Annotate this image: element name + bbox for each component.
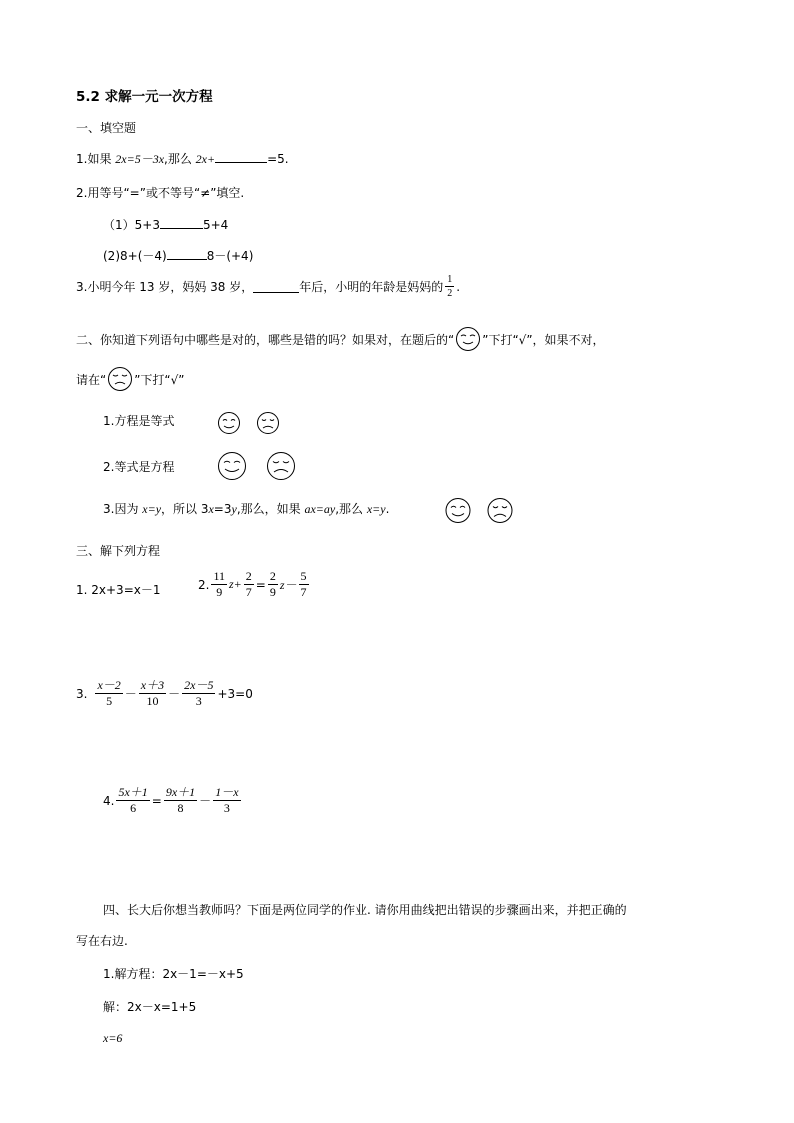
s3-pre: 3.因为 <box>103 502 143 516</box>
q1-mid: ,那么 <box>164 152 196 166</box>
statement-1: 1.方程是等式 <box>103 414 175 428</box>
q2a-lhs: （1）5+3 <box>103 218 160 232</box>
fraction: $\frac{x+3}{10}$ <box>140 678 165 708</box>
section-2-text-b: ”下打“√”，如果不对， <box>482 332 605 347</box>
smiley-face-icon[interactable] <box>216 451 248 481</box>
fraction: $\frac{x-2}{5}$ <box>97 678 121 708</box>
p4-minus: － <box>199 794 212 808</box>
fraction-one-half: $\frac{1}{2}$ <box>447 274 453 299</box>
fraction: $\frac{1-x}{3}$ <box>215 785 239 815</box>
question-1-2a <box>103 216 228 233</box>
fraction: $\frac{2}{7}$ <box>245 569 252 599</box>
s3-expr-4: ax=ay <box>304 502 336 516</box>
s3-expr-5: x=y <box>366 502 386 516</box>
question-1-1 <box>76 150 289 167</box>
sad-face-icon <box>106 366 134 392</box>
smiley-face-icon[interactable] <box>216 411 242 435</box>
question-1-2: 2.用等号“=”或不等号“≠”填空. <box>76 186 245 200</box>
p4-label: 4. <box>103 793 115 808</box>
p3-minus-1: － <box>124 687 137 701</box>
q1-eq: 2x=5－3x <box>115 152 165 166</box>
p3-label: 3. <box>76 686 88 701</box>
page-title: 5.2 求解一元一次方程 <box>76 89 213 105</box>
s3-expr-1: x=y <box>142 502 162 516</box>
section-3-heading: 三、解下列方程 <box>76 544 161 558</box>
solution-step-1: 解：2x－x=1+5 <box>103 1000 197 1014</box>
question-1-3 <box>76 274 460 299</box>
p2-var-2: z－ <box>279 578 297 592</box>
statement-2: 2.等式是方程 <box>103 460 175 474</box>
fraction: $\frac{11}{9}$ <box>213 569 226 599</box>
q2b-rhs: 8－(+4) <box>206 249 254 263</box>
solution-step-2: x=6 <box>103 1031 123 1045</box>
s3-mid-1: ，所以 3 <box>161 502 209 516</box>
s3-mid-3: ,那么，如果 <box>236 502 305 516</box>
smiley-face-icon <box>454 326 482 352</box>
smiley-face-icon[interactable] <box>444 497 472 524</box>
q2b-lhs: (2)8+(－4) <box>103 249 167 263</box>
question-1-2b <box>103 247 253 264</box>
fraction: $\frac{9x+1}{8}$ <box>165 785 196 815</box>
answer-blank[interactable] <box>167 248 207 260</box>
q1-lhs: 2x+ <box>195 152 216 166</box>
s3-expr-2: x <box>208 502 214 516</box>
p2-equals: = <box>255 577 266 592</box>
section-2-heading-line2 <box>76 366 185 392</box>
section-1-heading: 一、填空题 <box>76 121 137 135</box>
problem-3-2 <box>198 570 311 599</box>
q1-pre: 1.如果 <box>76 152 116 166</box>
problem-3-3 <box>76 679 253 708</box>
s3-expr-3: y <box>231 502 237 516</box>
statement-3 <box>103 500 389 517</box>
fraction: $\frac{2x-5}{3}$ <box>184 678 214 708</box>
sad-face-icon[interactable] <box>486 497 514 524</box>
p3-tail: +3=0 <box>217 686 253 701</box>
s3-mid-4: ,那么 <box>335 502 367 516</box>
s3-mid-2: =3 <box>213 502 232 516</box>
p4-equals: = <box>151 793 162 808</box>
p2-var-1: z+ <box>229 577 242 591</box>
sad-face-icon[interactable] <box>265 451 297 481</box>
p3-minus-2: － <box>168 687 181 701</box>
q2a-rhs: 5+4 <box>202 218 229 232</box>
q3-end: . <box>456 279 461 294</box>
section-4-heading-line2: 写在右边. <box>76 934 128 948</box>
section-4-question-1: 1.解方程：2x－1=－x+5 <box>103 967 244 981</box>
fraction: $\frac{5}{7}$ <box>300 569 307 599</box>
answer-blank[interactable] <box>253 281 299 293</box>
section-4-heading-line1: 四、长大后你想当教师吗？下面是两位同学的作业. 请你用曲线把出错误的步骤画出来，并把正确的 <box>103 903 627 917</box>
section-2-text-a: 二、你知道下列语句中哪些是对的，哪些是错的吗？如果对，在题后的“ <box>76 332 455 347</box>
answer-blank[interactable] <box>215 151 267 163</box>
section-2-heading-line1 <box>76 326 605 352</box>
q3-pre: 3.小明今年 13 岁，妈妈 38 岁， <box>76 280 254 294</box>
problem-3-4 <box>103 786 243 815</box>
fraction: $\frac{2}{9}$ <box>269 569 276 599</box>
q3-post: 年后，小明的年龄是妈妈的 <box>299 280 444 294</box>
section-2-text-c: 请在“ <box>76 372 107 387</box>
answer-blank[interactable] <box>160 217 203 229</box>
section-2-text-d: ”下打“√” <box>134 372 185 387</box>
fraction: $\frac{5x+1}{6}$ <box>118 785 148 815</box>
q1-post: =5. <box>267 152 289 166</box>
s3-end: . <box>385 502 390 516</box>
p2-label: 2. <box>198 577 210 592</box>
sad-face-icon[interactable] <box>255 411 281 435</box>
problem-3-1: 1. 2x+3=x－1 <box>76 583 161 597</box>
